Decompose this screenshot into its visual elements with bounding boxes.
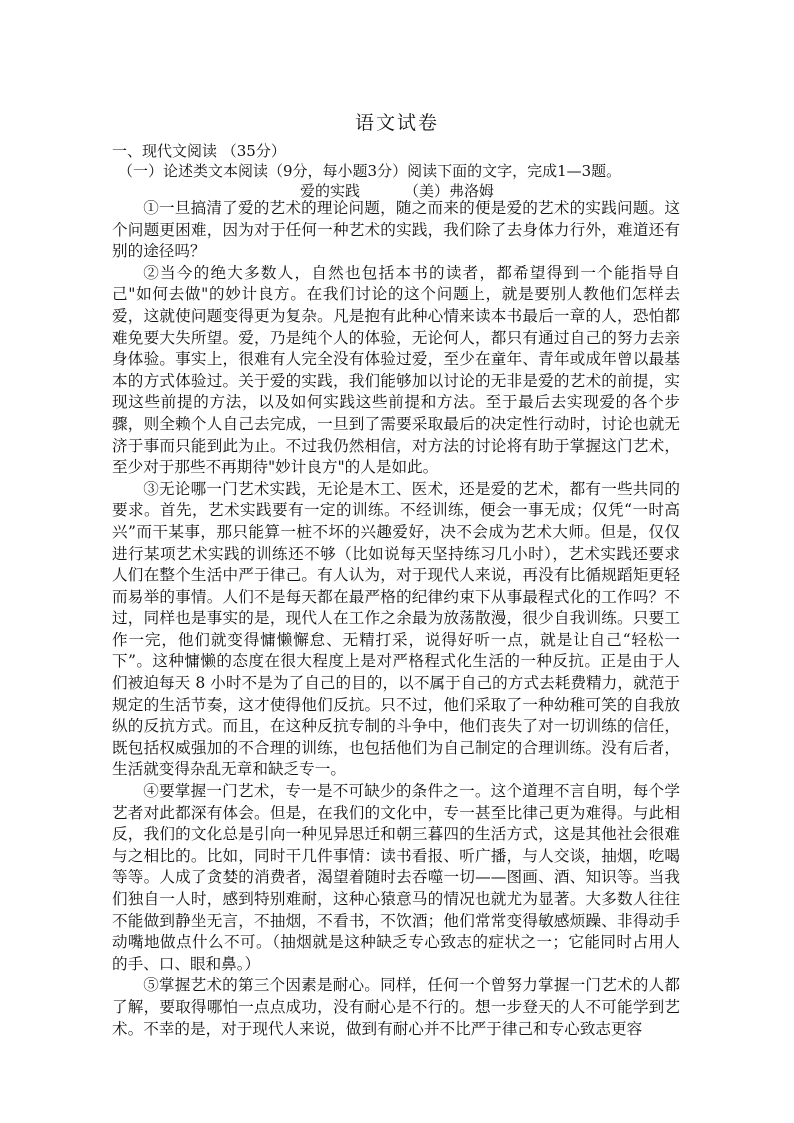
subsection-heading: （一）论述类文本阅读（9分，每小题3分）阅读下面的文字，完成1—3题。 <box>118 162 622 180</box>
section-heading: 一、现代文阅读 （35分） <box>112 142 286 160</box>
article-author: （美）弗洛姆 <box>404 182 495 200</box>
paragraph: ⑤掌握艺术的第三个因素是耐心。同样，任何一个曾努力掌握一门艺术的人都了解，要取得哪怕一点点成功，没有耐心是不行的。想一步登天的人不可能学到艺术。不幸的是，对于现代人来说，做到有耐心并不比严于律己和专心致志更容 <box>112 976 680 1038</box>
paragraph: ②当今的绝大多数人，自然也包括本书的读者，都希望得到一个能指导自己"如何去做"的妙计良方。在我们讨论的这个问题上，就是要别人教他们怎样去爱，这就使问题变得更为复杂。凡是抱有此种心情来读本书最后一章的人，恐怕都难免要大失所望。爱，乃是纯个人的体验，无论何人，都只有通过自己的努力去亲身体验。事实上，很难有人完全没有体验过爱，至少在童年、青年或成年曾以最基本的方式体验过。关于爱的实践，我们能够加以讨论的无非是爱的艺术的前提，实现这些前提的方法，以及如何实践这些前提和方法。至于最后去实现爱的各个步骤，则全赖个人自己去完成，一旦到了需要采取最后的决定性行动时，讨论也就无济于事而只能到此为止。不过我仍然相信，对方法的讨论将有助于掌握这门艺术，至少对于那些不再期待"妙计良方"的人是如此。 <box>112 263 680 477</box>
article-title: 爱的实践 <box>299 182 360 200</box>
paragraph: ④要掌握一门艺术，专一是不可缺少的条件之一。这个道理不言自明，每个学艺者对此都深有体会。但是，在我们的文化中，专一甚至比律己更为难得。与此相反，我们的文化总是引向一种见异思迁和朝三暮四的生活方式，这是其他社会很难与之相比的。比如，同时干几件事情：读书看报、听广播，与人交谈，抽烟，吃喝等等。人成了贪婪的消费者，渴望着随时去吞噬一切——图画、酒、知识等。当我们独自一人时，感到特别难耐，这种心猿意马的情况也就尤为显著。大多数人往往不能做到静坐无言，不抽烟，不看书，不饮酒；他们常常变得敏感烦躁、非得动手动嘴地做点什么不可。（抽烟就是这种缺乏专心致志的症状之一；它能同时占用人的手、口、眼和鼻。） <box>112 782 680 973</box>
paragraph: ①一旦搞清了爱的艺术的理论问题，随之而来的便是爱的艺术的实践问题。这个问题更困难，因为对于任何一种艺术的实践，我们除了去身体力行外，难道还有别的途径吗？ <box>112 199 680 261</box>
paragraph: ③无论哪一门艺术实践，无论是木工、医术，还是爱的艺术，都有一些共同的要求。首先，艺术实践要有一定的训练。不经训练，便会一事无成；仅凭“一时高兴”而干某事，那只能算一桩不坏的兴趣爱好，决不会成为艺术大师。但是，仅仅进行某项艺术实践的训练还不够（比如说每天坚持练习几小时），艺术实践还要求人们在整个生活中严于律己。有人认为，对于现代人来说，再没有比循规蹈矩更轻而易举的事情。人们不是每天都在最严格的纪律约束下从事最程式化的工作吗？不过，同样也是事实的是，现代人在工作之余最为放荡散漫，很少自我训练。只要工作一完，他们就变得慵懒懈怠、无精打采，说得好听一点，就是让自己“轻松一下”。这种慵懒的态度在很大程度上是对严格程式化生活的一种反抗。正是由于人们被迫每天 8 小时不是为了自己的目的，以不属于自己的方式去耗费精力，就范于规定的生活节奏，这才使得他们反抗。只不过，他们采取了一种幼稚可笑的自我放纵的反抗方式。而且，在这种反抗专制的斗争中，他们丧失了对一切训练的信任，既包括权威强加的不合理的训练，也包括他们为自己制定的合理训练。没有后者，生活就变得杂乱无章和缺乏专一。 <box>112 479 680 779</box>
article-body <box>112 198 680 1040</box>
page-title: 语文试卷 <box>354 112 439 134</box>
